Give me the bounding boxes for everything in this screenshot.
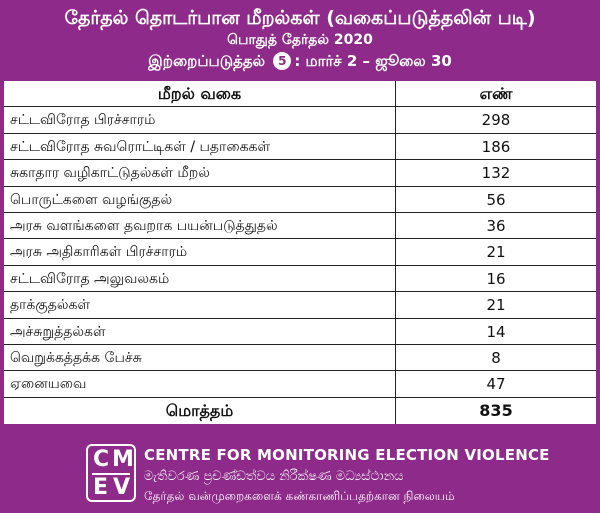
violation-count: 8 (491, 348, 501, 367)
violation-type: அரசு வளங்களை தவறாக பயன்படுத்துதல் (4, 213, 396, 238)
table-row (4, 160, 596, 186)
total-count: 835 (479, 400, 513, 420)
violation-type: சுகாதார வழிகாட்டுதல்கள் மீறல் (4, 160, 396, 185)
table-row (4, 134, 596, 160)
table-header-row (4, 81, 596, 107)
logo-letter-c: C (93, 447, 110, 472)
cmev-logo (86, 444, 136, 502)
period-prefix: இற்றைப்படுத்தல் (148, 52, 266, 70)
violations-table (4, 81, 596, 424)
table-row (4, 292, 596, 318)
header (0, 0, 600, 80)
table-total-row (4, 398, 596, 424)
page-title: தேர்தல் தொடர்பான மீறல்கள் (வகைப்படுத்தலின் படி) (64, 7, 536, 29)
org-name-english: CENTRE FOR MONITORING ELECTION VIOLENCE (144, 446, 550, 464)
violation-count: 21 (486, 243, 506, 262)
violation-type: அரசு அதிகாரிகள் பிரச்சாரம் (4, 239, 396, 264)
table-row (4, 107, 596, 133)
violation-count: 186 (481, 137, 511, 156)
table-row (4, 266, 596, 292)
period-suffix: : மார்ச் 2 – ஜூலை 30 (294, 52, 452, 70)
violation-type: வெறுக்கத்தக்க பேச்சு (4, 345, 396, 370)
violation-count: 298 (481, 111, 511, 130)
logo-letter-v: V (113, 475, 131, 500)
violation-type: அச்சுறுத்தல்கள் (4, 319, 396, 344)
page-subtitle: பொதுத் தேர்தல் 2020 (227, 32, 373, 48)
table-row (4, 345, 596, 371)
violation-count: 16 (486, 269, 506, 288)
table-row (4, 319, 596, 345)
violation-count: 36 (486, 216, 506, 235)
table-row (4, 213, 596, 239)
update-number-badge: 5 (273, 52, 291, 70)
table-row (4, 187, 596, 213)
table-row (4, 371, 596, 397)
org-name-tamil: தேர்தல் வன்முறைகளைக் கண்காணிப்பதற்கான நிலையம் (144, 489, 455, 503)
violation-type: பொருட்களை வழங்குதல் (4, 187, 396, 212)
violation-type: ஏனையவை (4, 371, 396, 396)
violation-type: தாக்குதல்கள் (4, 292, 396, 317)
logo-letter-e: E (93, 475, 109, 500)
violation-count: 56 (486, 190, 506, 209)
violation-count: 47 (486, 375, 506, 394)
violation-count: 132 (481, 164, 511, 183)
table-row (4, 239, 596, 265)
column-header-type: மீறல் வகை (4, 81, 396, 106)
footer (0, 436, 600, 513)
logo-letter-m: M (112, 447, 134, 472)
total-label: மொத்தம் (4, 398, 396, 424)
violation-count: 21 (486, 296, 506, 315)
violation-type: சட்டவிரோத அலுவலகம் (4, 266, 396, 291)
column-header-count: எண் (479, 84, 513, 103)
violation-type: சட்டவிரோத பிரச்சாரம் (4, 107, 396, 132)
org-name-sinhala: මැතිවරණ ප්‍රචණ්ඩත්වය නිරීක්ෂණ මධ්‍යස්ථානය (144, 469, 404, 484)
violation-type: சட்டவிரோத சுவரொட்டிகள் / பதாகைகள் (4, 134, 396, 159)
update-period (0, 51, 600, 71)
violation-count: 14 (486, 322, 506, 341)
